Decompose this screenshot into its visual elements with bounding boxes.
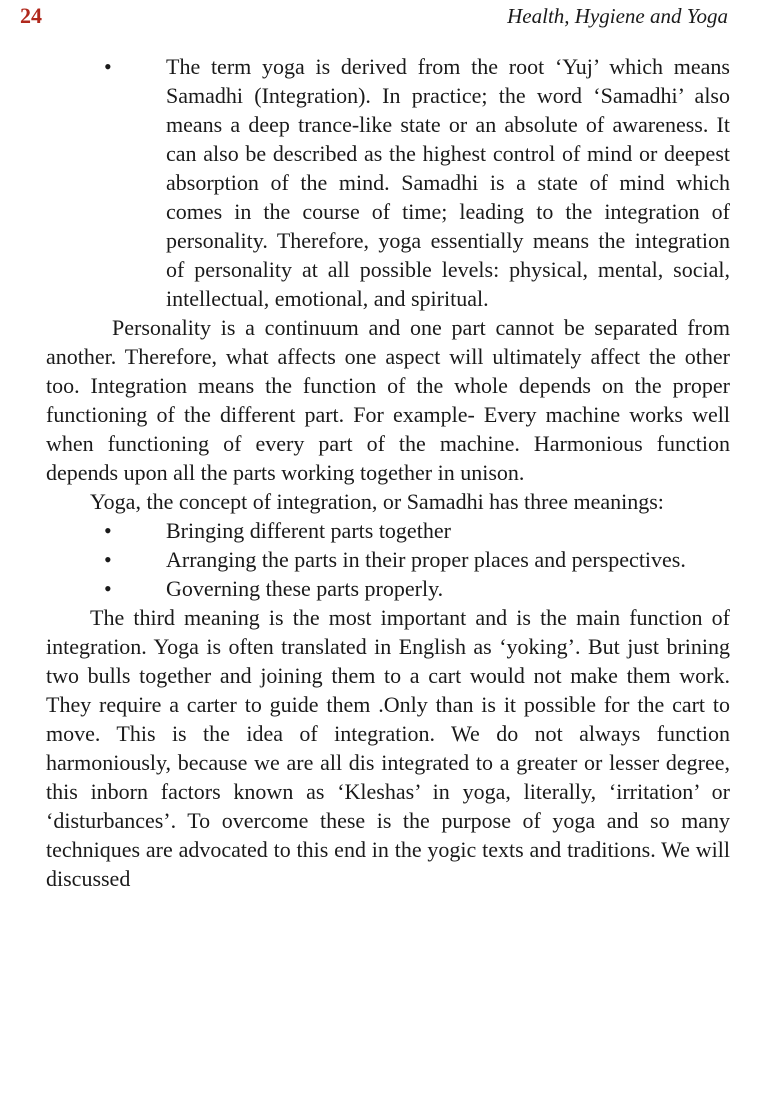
paragraph-three-meanings: Yoga, the concept of integration, or Samadhi has three meanings:	[90, 489, 664, 514]
list-item	[46, 574, 730, 603]
intro-bullet-text: The term yoga is derived from the root ‘Yuj’ which means Samadhi (Integration). In practice; the word ‘Samadhi’ also means a deep trance-like state or an absolute of awareness. It can also be described as the highest control of mind or deepest absorption of the mind. Samadhi is a state of mind which comes in the course of time; leading to the integration of personality. Therefore, yoga essentially means the integration of personality at all possible levels: physical, mental, social, intellectual, emotional, and spiritual.	[166, 54, 730, 311]
list-item-text: Arranging the parts in their proper places and perspectives.	[166, 547, 686, 572]
list-item-text: Governing these parts properly.	[166, 576, 444, 601]
running-title: Health, Hygiene and Yoga	[507, 3, 728, 28]
bullet-marker: •	[104, 518, 112, 543]
bullet-marker: •	[104, 54, 112, 79]
list-item	[46, 516, 730, 545]
list-item	[46, 545, 730, 574]
intro-bullet-item	[46, 52, 730, 313]
page-body	[46, 52, 730, 893]
meanings-list	[46, 516, 730, 603]
bullet-marker: •	[104, 547, 112, 572]
bullet-marker: •	[104, 576, 112, 601]
page-header	[20, 0, 728, 32]
list-item-text: Bringing different parts together	[166, 518, 451, 543]
paragraph-personality: Personality is a continuum and one part cannot be separated from another. Therefore, what affects one aspect will ultimately affect the other too. Integration means the function of the whole depends on the proper functioning of the different part. For example- Every machine works well when functioning of every part of the machine. Harmonious function depends upon all the parts working together in unison.	[46, 315, 730, 485]
paragraph-third-meaning: The third meaning is the most important and is the main function of integration. Yoga is often translated in English as ‘yoking’. But just brining two bulls together and joining them to a cart would not make them work. They require a carter to guide them .Only than is it possible for the cart to move. This is the idea of integration. We do not always function harmoniously, because we are all dis integrated to a greater or lesser degree, this inborn factors known as ‘Kleshas’ in yoga, literally, ‘irritation’ or ‘disturbances’. To overcome these is the purpose of yoga and so many techniques are advocated to this end in the yogic texts and traditions. We will discussed	[46, 605, 730, 891]
page-number: 24	[20, 3, 42, 28]
